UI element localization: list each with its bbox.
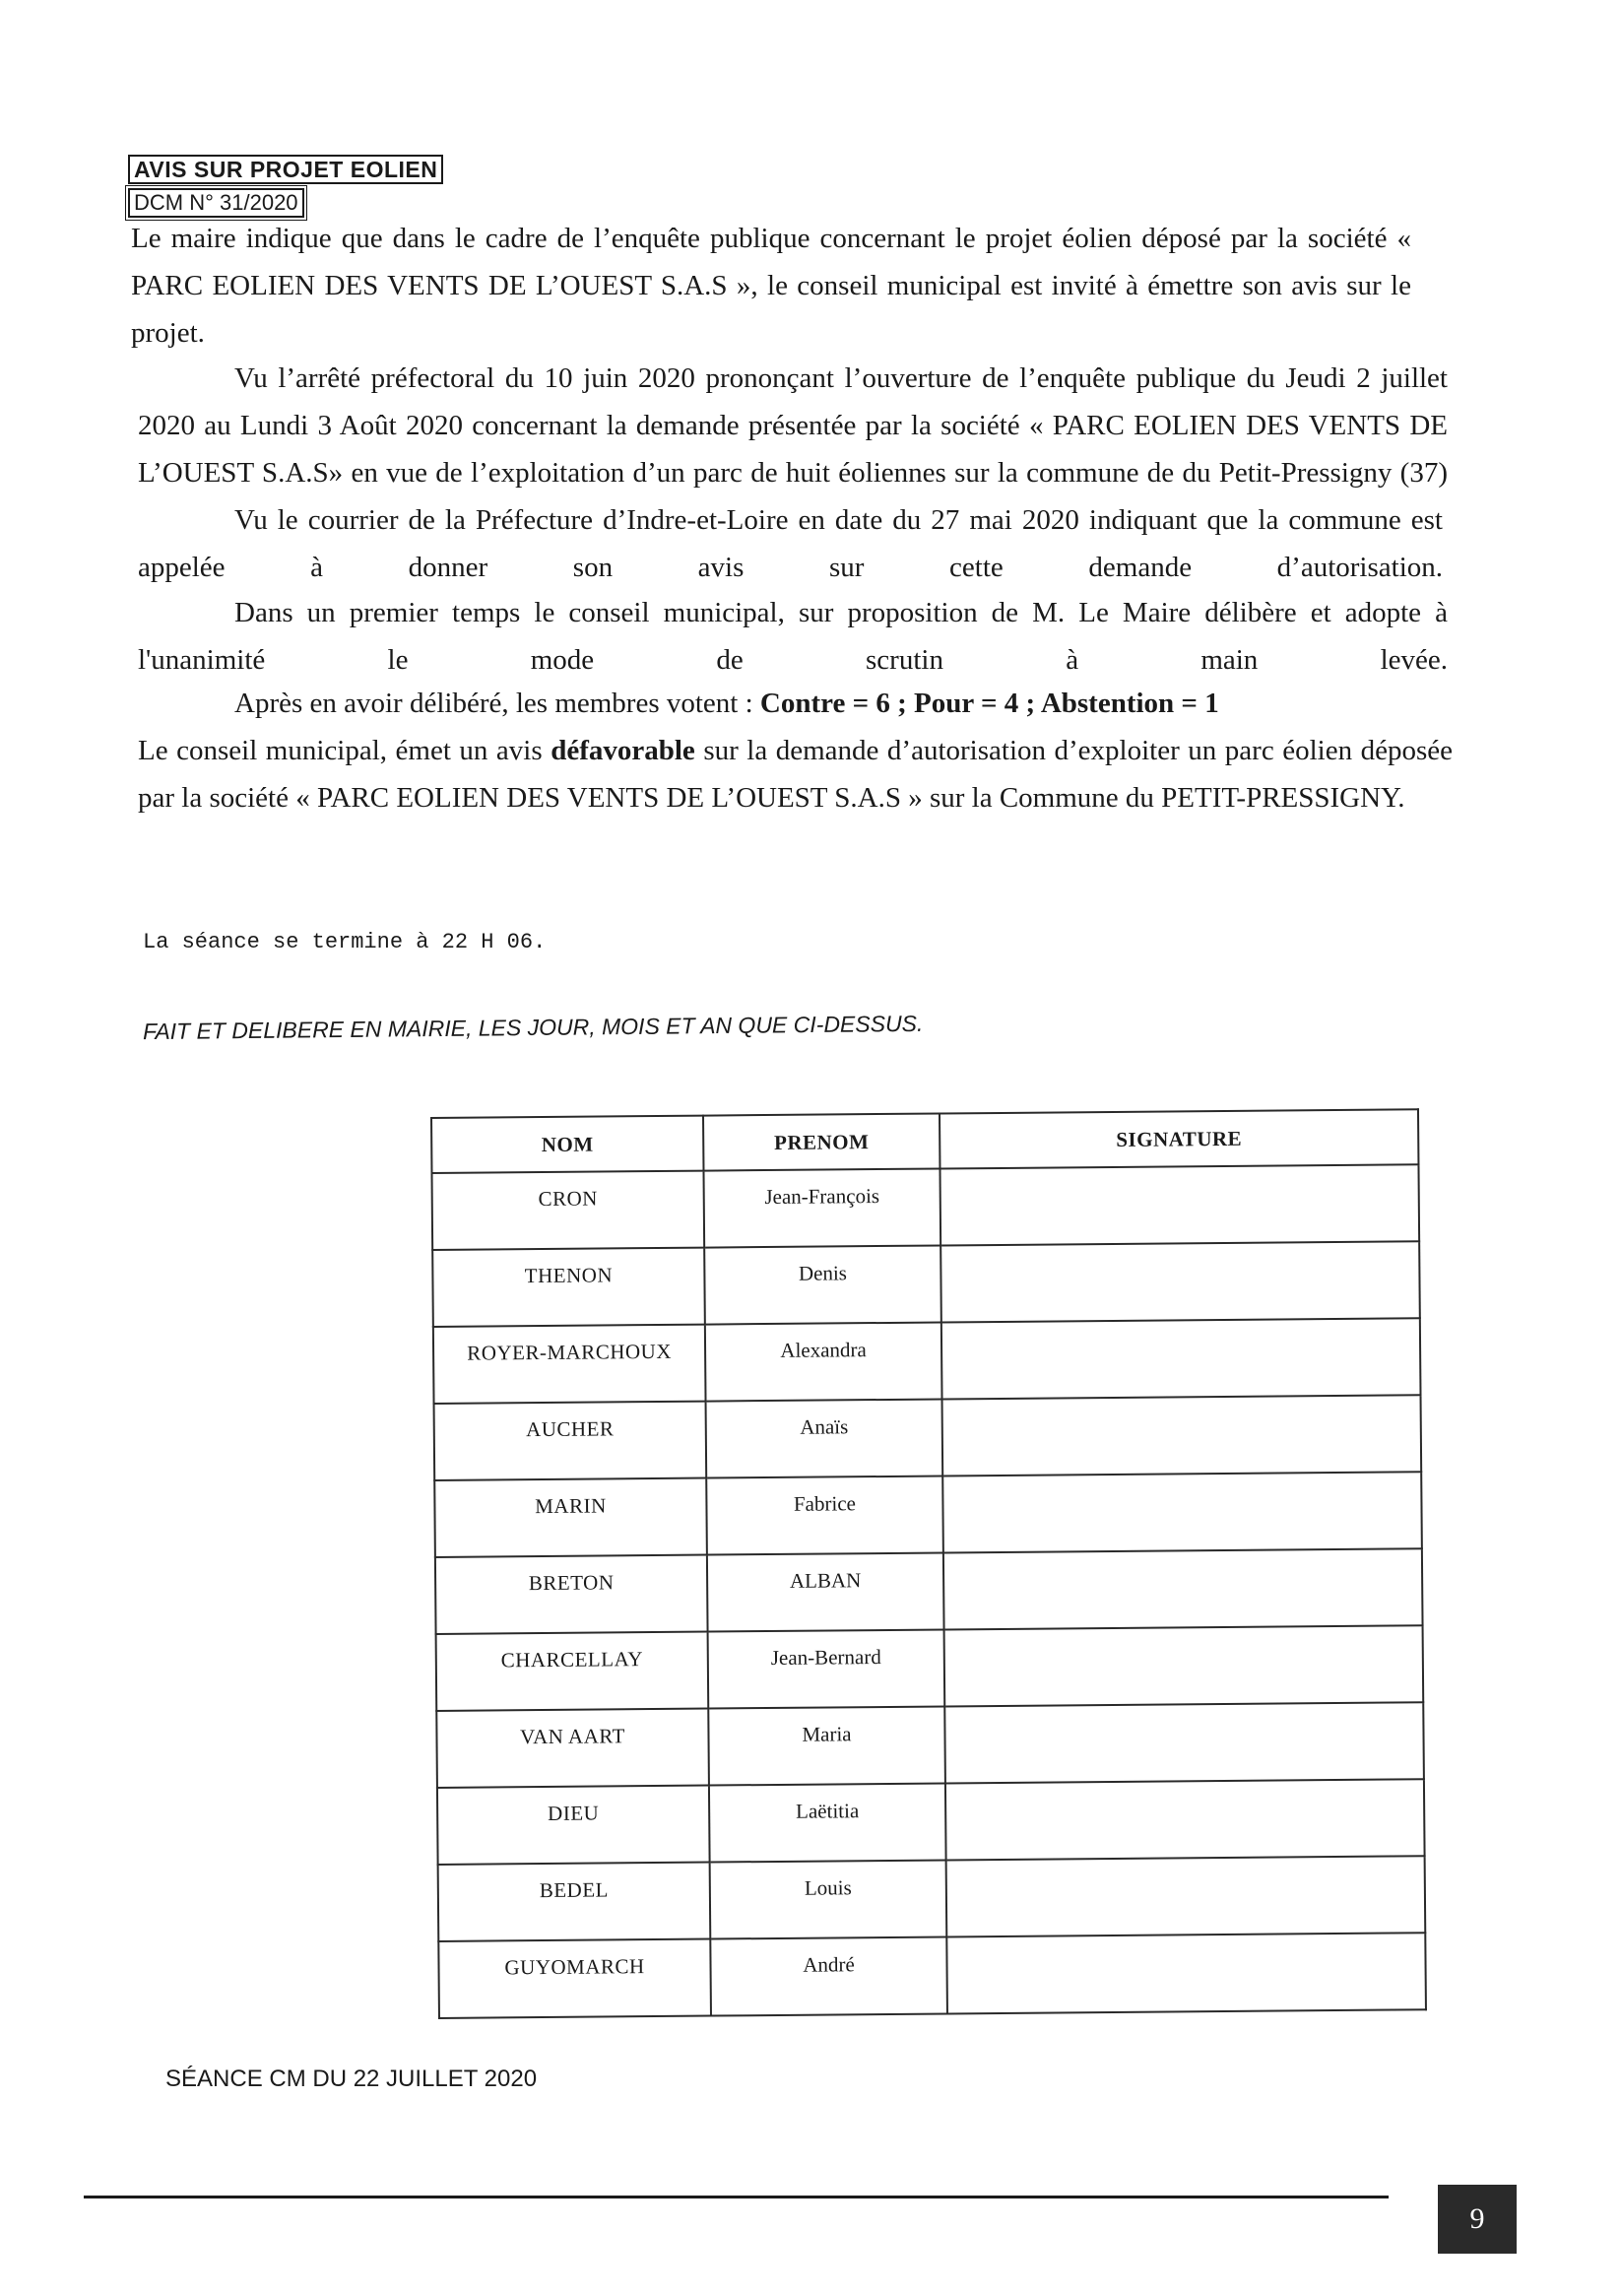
table-row [438, 1933, 1426, 2018]
avis-after: sur la demande d’autorisation d’exploiter un parc éolien déposée par la société « PARC EOLIEN DES VENTS DE L’OUEST S.A.S » sur la Commune du PETIT-PRESSIGNY. [138, 735, 1454, 814]
avis-defavorable: défavorable [551, 735, 695, 766]
header-signature: SIGNATURE [940, 1109, 1418, 1168]
page-number: 9 [1438, 2185, 1517, 2254]
cell-prenom: André [710, 1936, 947, 2015]
table-row [436, 1625, 1424, 1711]
cell-prenom: Anaïs [706, 1399, 943, 1477]
cell-nom: DIEU [437, 1786, 710, 1865]
cell-signature [943, 1548, 1423, 1629]
table-row [436, 1702, 1424, 1788]
table-row [434, 1472, 1422, 1557]
header-prenom: PRENOM [703, 1113, 940, 1170]
vu-courrier-text: Vu le courrier de la Préfecture d’Indre-et-Loire en date du 27 mai 2020 indiquant que la commune est appelée à donner son avis sur cette demande d’autorisation. [138, 504, 1443, 583]
intro-paragraph [131, 215, 1411, 357]
scrutin-paragraph [138, 589, 1448, 684]
cell-prenom: Jean-François [703, 1168, 940, 1247]
cell-signature [942, 1472, 1422, 1552]
fait-delibere-text: FAIT ET DELIBERE EN MAIRIE, LES JOUR, MOIS ET AN QUE CI-DESSUS. [142, 1010, 924, 1045]
header-nom: NOM [431, 1116, 703, 1173]
cell-nom: MARIN [434, 1478, 707, 1557]
cell-signature [942, 1395, 1422, 1476]
vu-arrete-paragraph [138, 355, 1448, 496]
cell-prenom: ALBAN [707, 1552, 944, 1631]
cell-signature [946, 1933, 1426, 2013]
cell-nom: CHARCELLAY [436, 1632, 709, 1711]
cell-nom: BEDEL [438, 1863, 711, 1941]
scrutin-text: Dans un premier temps le conseil municipal, sur proposition de M. Le Maire délibère et adopte à l'unanimité le mode de scrutin à main levée. [138, 597, 1448, 676]
signature-table [430, 1108, 1427, 2019]
cell-nom: GUYOMARCH [438, 1939, 711, 2018]
table-row [433, 1318, 1421, 1404]
avis-before: Le conseil municipal, émet un avis [138, 735, 543, 766]
cell-prenom: Laëtitia [709, 1783, 946, 1862]
cell-prenom: Fabrice [706, 1476, 943, 1554]
cell-nom: CRON [431, 1171, 704, 1250]
cell-nom: THENON [432, 1248, 705, 1327]
vu-arrete-text: Vu l’arrêté préfectoral du 10 juin 2020 prononçant l’ouverture de l’enquête publique du Jeudi 2 juillet 2020 au Lundi 3 Août 2020 concernant la demande présentée par la société « PARC EOLIEN DES VENTS DE L’OUEST S.A.S» en vue de l’exploitation d’un parc de huit éoliennes sur la commune de du Petit-Pressigny (37) [138, 362, 1448, 489]
votes-intro: Après en avoir délibéré, les membres votent : [234, 688, 753, 719]
cell-signature [946, 1856, 1426, 1936]
cell-prenom: Jean-Bernard [708, 1629, 945, 1708]
seance-end-text: La séance se termine à 22 H 06. [143, 930, 547, 954]
cell-nom: ROYER-MARCHOUX [433, 1325, 706, 1404]
table-row [431, 1164, 1419, 1250]
cell-signature [944, 1702, 1424, 1783]
vu-courrier-paragraph [138, 496, 1443, 591]
cell-signature [940, 1164, 1419, 1245]
votes-paragraph [234, 680, 1318, 727]
cell-prenom: Alexandra [705, 1322, 942, 1401]
cell-signature [944, 1625, 1424, 1706]
cell-signature [940, 1241, 1420, 1322]
cell-prenom: Denis [704, 1245, 941, 1324]
intro-text: Le maire indique que dans le cadre de l’enquête publique concernant le projet éolien déposé par la société « PARC EOLIEN DES VENTS DE L’OUEST S.A.S », le conseil municipal est invité à émettre son avis sur le projet. [131, 223, 1411, 349]
table-row [437, 1779, 1425, 1865]
cell-nom: AUCHER [434, 1402, 707, 1480]
footer-divider [84, 2196, 1389, 2198]
avis-paragraph [138, 727, 1453, 821]
cell-prenom: Maria [708, 1706, 945, 1785]
table-row [432, 1241, 1420, 1327]
deliberation-number: DCM N° 31/2020 [128, 188, 304, 218]
votes-result: Contre = 6 ; Pour = 4 ; Abstention = 1 [759, 688, 1219, 719]
table-row [434, 1395, 1422, 1480]
table-row [438, 1856, 1426, 1941]
cell-signature [941, 1318, 1421, 1399]
cell-prenom: Louis [710, 1860, 947, 1938]
cell-nom: BRETON [435, 1555, 708, 1634]
seance-date: SÉANCE CM DU 22 JUILLET 2020 [165, 2066, 538, 2092]
table-row [435, 1548, 1423, 1634]
cell-nom: VAN AART [436, 1709, 709, 1788]
cell-signature [945, 1779, 1425, 1860]
table-header-row [431, 1109, 1418, 1173]
section-title: AVIS SUR PROJET EOLIEN [128, 155, 443, 184]
